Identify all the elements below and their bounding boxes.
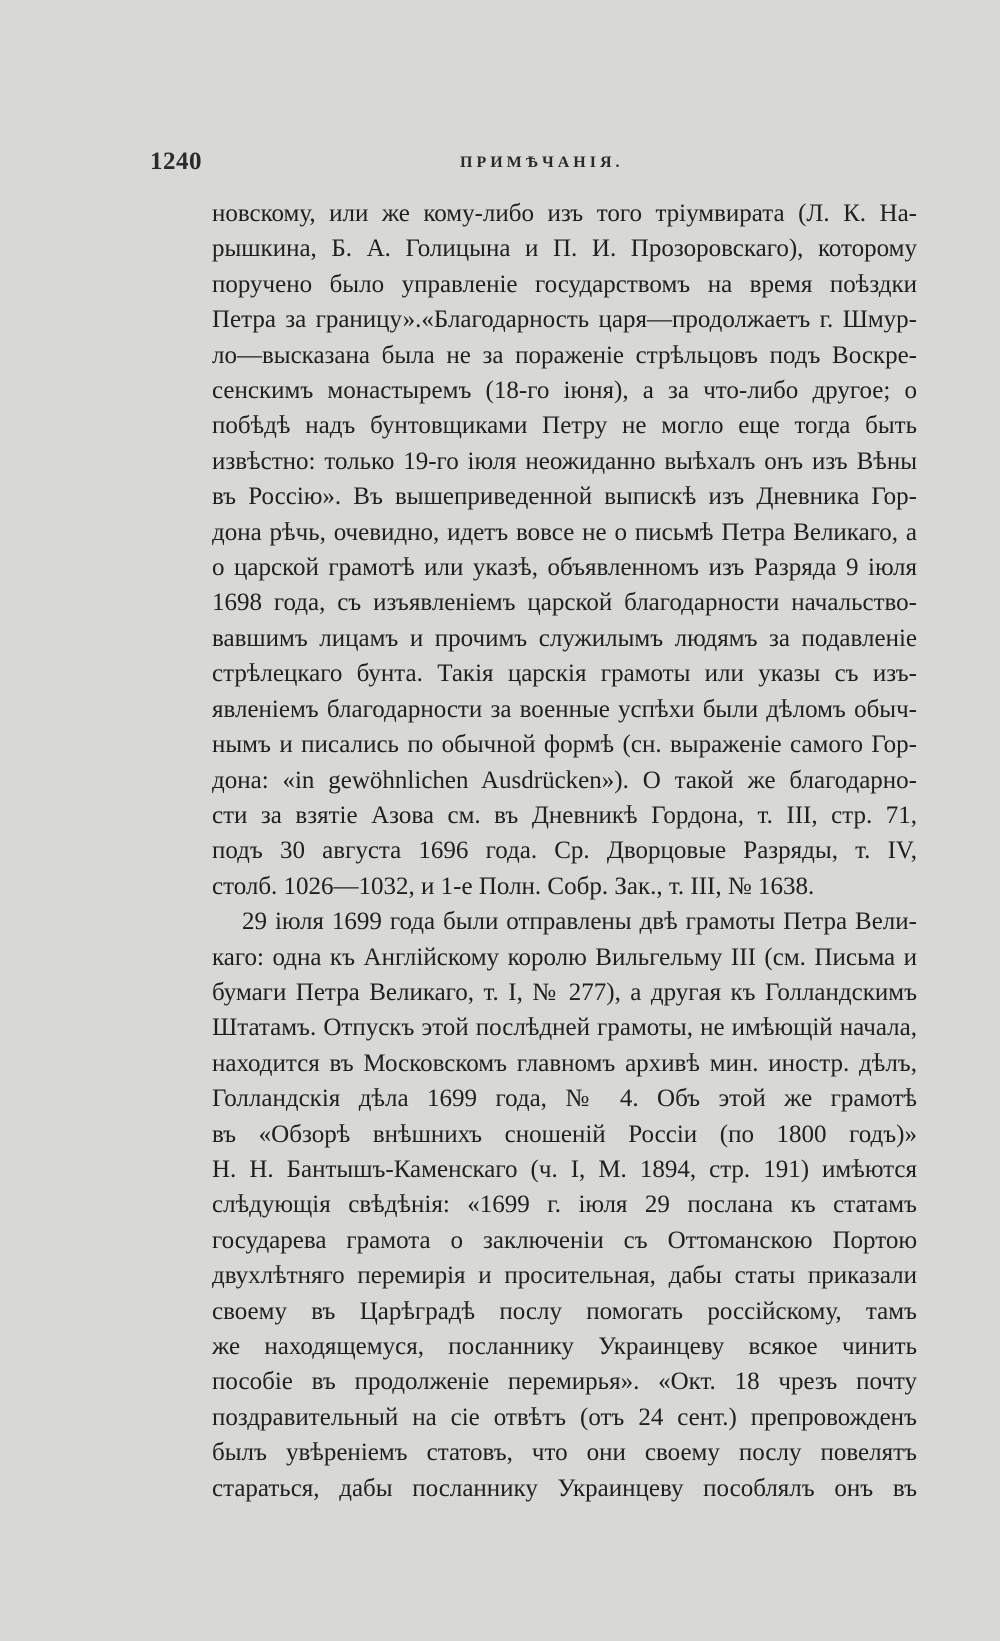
text-line: о царской грамотѣ или указѣ, объявленномъ изъ Разряда 9 іюля: [212, 554, 917, 582]
paragraph-start-line: 29 іюля 1699 года были отправлены двѣ грамоты Петра Вели-: [242, 908, 917, 936]
text-line: Штатамъ. Отпускъ этой послѣдней грамоты, не имѣющій начала,: [212, 1014, 917, 1042]
text-line: слѣдующія свѣдѣнія: «1699 г. іюля 29 послана къ статамъ: [212, 1191, 917, 1219]
text-line: сенскимъ монастыремъ (18-го іюня), а за что-либо другое; о: [212, 377, 917, 405]
text-line: стрѣлецкаго бунта. Такія царскія грамоты или указы съ изъ-: [212, 660, 917, 688]
text-line: ло—высказана была не за пораженіе стрѣльцовъ подъ Воскре-: [212, 341, 917, 369]
text-line: былъ увѣреніемъ статовъ, что они своему послу повелятъ: [212, 1439, 917, 1467]
page-header: [150, 148, 920, 178]
text-line: рышкина, Б. А. Голицына и П. И. Прозоровскаго), которому: [212, 235, 917, 263]
text-line: дона рѣчь, очевидно, идетъ вовсе не о письмѣ Петра Великаго, а: [212, 518, 917, 546]
text-line: вавшимъ лицамъ и прочимъ служилымъ людямъ за подавленіе: [212, 624, 917, 652]
text-line: пособіе въ продолженіе перемирья». «Окт. 18 чрезъ почту: [212, 1368, 917, 1396]
text-line: подъ 30 августа 1696 года. Ср. Дворцовые Разряды, т. IV,: [212, 837, 917, 865]
text-line: въ Россію». Въ вышеприведенной выпискѣ изъ Дневника Гор-: [212, 483, 917, 511]
text-line: извѣстно: только 19-го іюля неожиданно выѣхалъ онъ изъ Вѣны: [212, 447, 917, 475]
text-line: бумаги Петра Великаго, т. I, № 277), а другая къ Голландскимъ: [212, 978, 917, 1006]
text-line: дона: «in gewöhnlichen Ausdrücken»). О такой же благодарно-: [212, 766, 917, 794]
text-line: двухлѣтняго перемирія и просительная, дабы статы приказали: [212, 1262, 917, 1290]
text-line: же находящемуся, посланнику Украинцеву всякое чинить: [212, 1333, 917, 1360]
text-line: явленіемъ благодарности за военные успѣхи были дѣломъ обыч-: [212, 695, 917, 723]
page-number: 1240: [150, 148, 202, 175]
text-line: поздравительный на сіе отвѣтъ (отъ 24 сент.) препровожденъ: [212, 1403, 917, 1431]
text-line: находится въ Московскомъ главномъ архивѣ мин. иностр. дѣлъ,: [212, 1049, 917, 1077]
text-line: новскому, или же кому-либо изъ того тріумвирата (Л. К. На-: [212, 200, 917, 227]
running-title: ПРИМѢЧАНІЯ.: [460, 154, 624, 171]
text-line: сти за взятіе Азова см. въ Дневникѣ Гордона, т. III, стр. 71,: [212, 801, 917, 829]
text-line: поручено было управленіе государствомъ на время поѣздки: [212, 270, 917, 298]
text-line: нымъ и писались по обычной формѣ (сн. выраженіе самого Гор-: [212, 731, 917, 759]
text-line: стараться, дабы посланнику Украинцеву пособлялъ онъ въ: [212, 1474, 917, 1502]
text-line: побѣдѣ надъ бунтовщиками Петру не могло еще тогда быть: [212, 412, 917, 440]
text-line: Голландскія дѣла 1699 года, № 4. Объ этой же грамотѣ: [212, 1085, 917, 1113]
text-line: 1698 года, съ изъявленіемъ царской благодарности начальство-: [212, 589, 917, 617]
text-line: Н. Н. Бантышъ-Каменскаго (ч. I, М. 1894, стр. 191) имѣются: [212, 1155, 917, 1183]
text-line: въ «Обзорѣ внѣшнихъ сношеній Россіи (по 1800 годъ)»: [212, 1120, 917, 1148]
text-line: своему въ Царѣградѣ послу помогать россійскому, тамъ: [212, 1297, 917, 1325]
text-line: каго: одна къ Англійскому королю Вильгельму III (см. Письма и: [212, 943, 917, 971]
body-text: [212, 196, 917, 1506]
text-line: Петра за границу».«Благодарность царя—продолжаетъ г. Шмур-: [212, 306, 917, 334]
text-line: государева грамота о заключеніи съ Оттоманскою Портою: [212, 1226, 917, 1254]
text-line: столб. 1026—1032, и 1-е Полн. Собр. Зак., т. III, № 1638.: [212, 872, 815, 900]
